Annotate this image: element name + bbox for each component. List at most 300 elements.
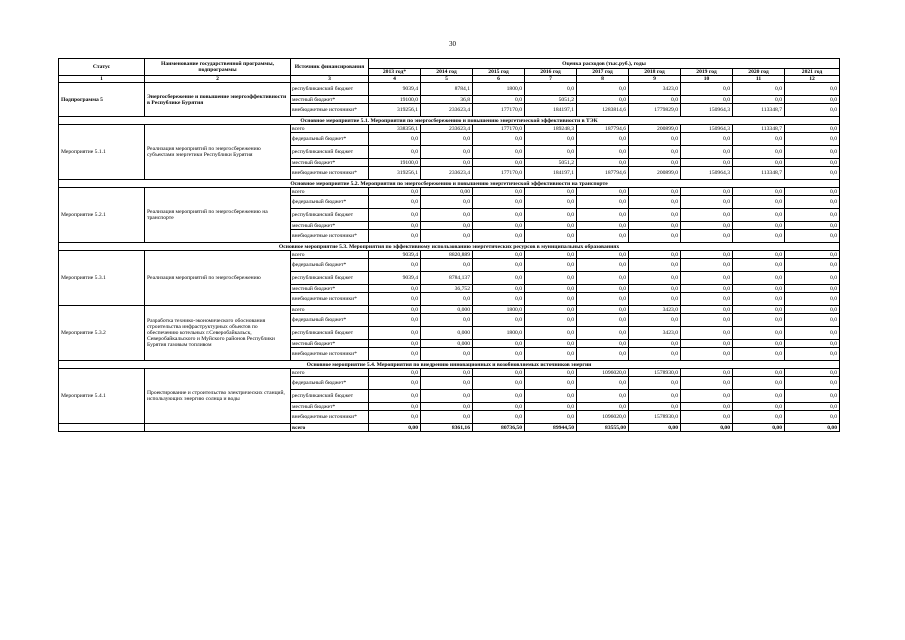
value-cell: 0,0 <box>525 188 577 196</box>
source-cell: федеральный бюджет* <box>291 259 369 272</box>
source-cell: республиканский бюджет <box>291 327 369 340</box>
year-header: 2021 год <box>785 69 840 76</box>
header-estimate: Оценка расходов (тыс.руб.), годы <box>369 59 840 69</box>
value-cell: 8820,889 <box>421 251 473 259</box>
value-cell: 0,0 <box>473 411 525 424</box>
column-number: 4 <box>369 76 421 83</box>
year-header: 2014 год <box>421 69 473 76</box>
value-cell: 0,000 <box>421 306 473 314</box>
value-cell: 0,0 <box>733 251 785 259</box>
source-cell: всего <box>291 188 369 196</box>
value-cell: 0,0 <box>369 377 421 390</box>
value-cell: 0,0 <box>681 306 733 314</box>
value-cell: 0,0 <box>525 83 577 96</box>
source-cell: федеральный бюджет* <box>291 133 369 146</box>
section-title: Основное мероприятие 5.3. Мероприятия по эффективному использованию энергетических ресурсов в муниципальных образованиях <box>59 243 840 251</box>
value-cell: 0,0 <box>369 259 421 272</box>
value-cell: 19100,0 <box>369 159 421 167</box>
table-row <box>59 188 840 196</box>
value-cell: 0,0 <box>473 251 525 259</box>
value-cell: 0,0 <box>369 285 421 293</box>
value-cell: 0,0 <box>629 209 681 222</box>
value-cell: 150964,3 <box>681 104 733 117</box>
value-cell: 0,0 <box>733 209 785 222</box>
year-header: 2016 год <box>525 69 577 76</box>
value-cell: 0,0 <box>629 403 681 411</box>
value-cell: 0,0 <box>473 390 525 403</box>
value-cell: 0,0 <box>733 96 785 104</box>
value-cell: 0,0 <box>473 272 525 285</box>
value-cell: 0,0 <box>785 340 840 348</box>
value-cell: 0,0 <box>577 340 629 348</box>
total-value: 0,00 <box>369 424 421 432</box>
value-cell: 0,0 <box>629 222 681 230</box>
value-cell: 0,0 <box>785 251 840 259</box>
source-cell: внебюджетные источники* <box>291 167 369 180</box>
value-cell: 0,0 <box>785 209 840 222</box>
value-cell: 0,0 <box>421 390 473 403</box>
value-cell: 0,0 <box>681 259 733 272</box>
value-cell: 0,0 <box>369 209 421 222</box>
value-cell: 0,0 <box>577 188 629 196</box>
value-cell: 0,0 <box>369 348 421 361</box>
table-row <box>59 369 840 377</box>
value-cell: 233623,4 <box>421 167 473 180</box>
value-cell: 0,0 <box>473 314 525 327</box>
value-cell: 0,0 <box>421 411 473 424</box>
value-cell: 19100,0 <box>369 96 421 104</box>
value-cell: 0,0 <box>369 369 421 377</box>
value-cell: 0,0 <box>421 377 473 390</box>
value-cell: 177170,0 <box>473 104 525 117</box>
value-cell: 0,0 <box>733 314 785 327</box>
value-cell: 0,0 <box>369 133 421 146</box>
total-value: 0,00 <box>733 424 785 432</box>
total-value: 83555,00 <box>577 424 629 432</box>
value-cell: 233623,4 <box>421 104 473 117</box>
value-cell: 0,0 <box>681 293 733 306</box>
value-cell: 0,0 <box>681 96 733 104</box>
source-cell: федеральный бюджет* <box>291 377 369 390</box>
section-row <box>59 180 840 188</box>
value-cell: 0,0 <box>525 293 577 306</box>
value-cell: 1096020,0 <box>577 411 629 424</box>
value-cell: 200899,0 <box>629 167 681 180</box>
value-cell: 0,0 <box>473 340 525 348</box>
value-cell: 0,0 <box>577 327 629 340</box>
value-cell: 3423,0 <box>629 83 681 96</box>
value-cell: 319256,1 <box>369 167 421 180</box>
value-cell: 338356,1 <box>369 125 421 133</box>
value-cell: 0,0 <box>785 327 840 340</box>
value-cell: 0,0 <box>525 340 577 348</box>
value-cell: 0,0 <box>577 377 629 390</box>
value-cell: 187794,6 <box>577 125 629 133</box>
value-cell: 150964,3 <box>681 167 733 180</box>
value-cell: 1578930,0 <box>629 369 681 377</box>
value-cell: 0,0 <box>369 314 421 327</box>
year-header: 2013 год* <box>369 69 421 76</box>
value-cell: 0,0 <box>577 133 629 146</box>
value-cell: 0,0 <box>473 196 525 209</box>
value-cell: 0,0 <box>785 83 840 96</box>
value-cell: 3423,0 <box>629 327 681 340</box>
value-cell: 0,0 <box>369 196 421 209</box>
empty-cell <box>59 424 145 432</box>
column-number: 11 <box>733 76 785 83</box>
value-cell: 0,0 <box>681 209 733 222</box>
value-cell: 187794,6 <box>577 167 629 180</box>
value-cell: 150964,3 <box>681 125 733 133</box>
value-cell: 9039,4 <box>369 251 421 259</box>
value-cell: 0,0 <box>681 377 733 390</box>
value-cell: 0,0 <box>733 272 785 285</box>
value-cell: 0,0 <box>681 314 733 327</box>
source-cell: всего <box>291 306 369 314</box>
value-cell: 0,0 <box>421 403 473 411</box>
value-cell: 0,0 <box>577 293 629 306</box>
value-cell: 0,0 <box>369 306 421 314</box>
value-cell: 0,0 <box>733 411 785 424</box>
value-cell: 0,0 <box>525 146 577 159</box>
value-cell: 177170,0 <box>473 167 525 180</box>
source-cell: местный бюджет* <box>291 285 369 293</box>
value-cell: 0,0 <box>785 133 840 146</box>
value-cell: 0,0 <box>681 327 733 340</box>
value-cell: 0,0 <box>629 377 681 390</box>
value-cell: 0,0 <box>369 390 421 403</box>
value-cell: 0,0 <box>473 146 525 159</box>
source-cell: внебюджетные источники* <box>291 411 369 424</box>
source-cell: внебюджетные источники* <box>291 230 369 243</box>
value-cell: 0,0 <box>681 196 733 209</box>
value-cell: 0,0 <box>525 251 577 259</box>
value-cell: 0,0 <box>733 285 785 293</box>
source-cell: внебюджетные источники* <box>291 104 369 117</box>
value-cell: 0,0 <box>681 348 733 361</box>
section-row <box>59 243 840 251</box>
value-cell: 0,0 <box>629 293 681 306</box>
value-cell: 0,0 <box>785 188 840 196</box>
year-header: 2019 год <box>681 69 733 76</box>
table-row <box>59 83 840 96</box>
value-cell: 0,0 <box>525 306 577 314</box>
value-cell: 0,0 <box>525 377 577 390</box>
value-cell: 319256,1 <box>369 104 421 117</box>
value-cell: 0,0 <box>629 146 681 159</box>
value-cell: 0,0 <box>785 159 840 167</box>
value-cell: 0,0 <box>525 209 577 222</box>
value-cell: 0,0 <box>681 369 733 377</box>
value-cell: 0,0 <box>577 390 629 403</box>
value-cell: 0,0 <box>577 209 629 222</box>
value-cell: 8784,137 <box>421 272 473 285</box>
value-cell: 0,0 <box>421 209 473 222</box>
value-cell: 0,000 <box>421 327 473 340</box>
total-value: 89944,50 <box>525 424 577 432</box>
value-cell: 0,0 <box>421 133 473 146</box>
value-cell: 1779829,0 <box>629 104 681 117</box>
value-cell: 0,0 <box>733 222 785 230</box>
source-cell: местный бюджет* <box>291 222 369 230</box>
value-cell: 0,0 <box>473 188 525 196</box>
value-cell: 0,0 <box>681 188 733 196</box>
value-cell: 233623,4 <box>421 125 473 133</box>
value-cell: 0,0 <box>525 348 577 361</box>
column-number: 5 <box>421 76 473 83</box>
value-cell: 0,0 <box>629 390 681 403</box>
value-cell: 0,0 <box>525 327 577 340</box>
value-cell: 0,0 <box>525 196 577 209</box>
value-cell: 9039,4 <box>369 83 421 96</box>
value-cell: 0,0 <box>525 314 577 327</box>
status-cell: Мероприятие 5.1.1 <box>59 125 145 180</box>
value-cell: 0,0 <box>629 251 681 259</box>
source-cell: федеральный бюджет* <box>291 314 369 327</box>
total-value: 0,00 <box>681 424 733 432</box>
source-cell: всего <box>291 125 369 133</box>
value-cell: 0,0 <box>473 285 525 293</box>
value-cell: 0,0 <box>681 272 733 285</box>
value-cell: 0,0 <box>473 222 525 230</box>
table-row <box>59 125 840 133</box>
value-cell: 0,0 <box>473 159 525 167</box>
source-cell: республиканский бюджет <box>291 83 369 96</box>
empty-cell <box>145 424 291 432</box>
value-cell: 0,0 <box>733 196 785 209</box>
value-cell: 184197,1 <box>525 167 577 180</box>
column-number: 9 <box>629 76 681 83</box>
value-cell: 0,0 <box>473 369 525 377</box>
value-cell: 0,0 <box>629 272 681 285</box>
value-cell: 0,0 <box>577 259 629 272</box>
source-cell: республиканский бюджет <box>291 209 369 222</box>
value-cell: 0,0 <box>369 293 421 306</box>
value-cell: 0,0 <box>421 348 473 361</box>
value-cell: 0,0 <box>369 222 421 230</box>
table-row <box>59 306 840 314</box>
header-program: Наименование государственной программы, подпрограммы <box>145 59 291 76</box>
value-cell: 0,0 <box>733 369 785 377</box>
status-cell: Мероприятие 5.4.1 <box>59 369 145 424</box>
value-cell: 0,0 <box>369 230 421 243</box>
value-cell: 0,0 <box>733 230 785 243</box>
value-cell: 0,0 <box>473 133 525 146</box>
value-cell: 5051,2 <box>525 159 577 167</box>
value-cell: 0,0 <box>733 340 785 348</box>
column-number: 7 <box>525 76 577 83</box>
value-cell: 0,0 <box>369 327 421 340</box>
value-cell: 1800,0 <box>473 327 525 340</box>
value-cell: 0,0 <box>681 146 733 159</box>
value-cell: 0,0 <box>733 327 785 340</box>
value-cell: 189248,3 <box>525 125 577 133</box>
column-number: 2 <box>145 76 291 83</box>
value-cell: 0,0 <box>421 146 473 159</box>
value-cell: 0,0 <box>577 285 629 293</box>
value-cell: 0,0 <box>369 403 421 411</box>
value-cell: 0,0 <box>525 390 577 403</box>
expenses-table <box>58 58 840 432</box>
total-value: 80736,50 <box>473 424 525 432</box>
total-row <box>59 424 840 432</box>
name-cell: Реализация мероприятий по энергосбережению субъектами энергетики Республики Бурятия <box>145 125 291 180</box>
source-cell: республиканский бюджет <box>291 390 369 403</box>
value-cell: 0,0 <box>629 340 681 348</box>
value-cell: 0,0 <box>629 133 681 146</box>
source-cell: внебюджетные источники* <box>291 293 369 306</box>
value-cell: 0,0 <box>681 133 733 146</box>
value-cell: 0,0 <box>525 222 577 230</box>
value-cell: 8784,1 <box>421 83 473 96</box>
value-cell: 0,0 <box>629 96 681 104</box>
value-cell: 0,0 <box>629 348 681 361</box>
value-cell: 0,0 <box>421 369 473 377</box>
value-cell: 0,0 <box>421 293 473 306</box>
value-cell: 0,0 <box>421 259 473 272</box>
value-cell: 0,0 <box>577 348 629 361</box>
value-cell: 5051,2 <box>525 96 577 104</box>
value-cell: 0,0 <box>733 159 785 167</box>
section-title: Основное мероприятие 5.4. Мероприятия по внедрению инновационных и возобновляемых источников энергии <box>59 361 840 369</box>
value-cell: 0,0 <box>525 285 577 293</box>
value-cell: 0,0 <box>785 369 840 377</box>
value-cell: 0,000 <box>421 340 473 348</box>
header-source: Источник финансирования <box>291 59 369 76</box>
value-cell: 0,0 <box>733 348 785 361</box>
value-cell: 0,0 <box>733 306 785 314</box>
source-cell: республиканский бюджет <box>291 272 369 285</box>
status-cell: Мероприятие 5.3.1 <box>59 251 145 306</box>
total-value: 0,00 <box>785 424 840 432</box>
value-cell: 113348,7 <box>733 167 785 180</box>
year-header: 2020 год <box>733 69 785 76</box>
name-cell: Проектирование и строительство электрических станций, использующих энергию солнца и воды <box>145 369 291 424</box>
header-status: Статус <box>59 59 145 76</box>
value-cell: 200899,0 <box>629 125 681 133</box>
value-cell: 1283814,6 <box>577 104 629 117</box>
value-cell: 0,0 <box>785 146 840 159</box>
value-cell: 0,0 <box>525 133 577 146</box>
column-number: 3 <box>291 76 369 83</box>
value-cell: 113348,7 <box>733 125 785 133</box>
column-number: 10 <box>681 76 733 83</box>
value-cell: 0,0 <box>629 285 681 293</box>
value-cell: 0,0 <box>785 314 840 327</box>
value-cell: 0,0 <box>681 159 733 167</box>
value-cell: 0,0 <box>785 259 840 272</box>
value-cell: 0,0 <box>785 411 840 424</box>
value-cell: 0,0 <box>681 285 733 293</box>
value-cell: 0,0 <box>681 230 733 243</box>
value-cell: 0,0 <box>785 230 840 243</box>
value-cell: 0,0 <box>681 390 733 403</box>
value-cell: 36,752 <box>421 285 473 293</box>
value-cell: 0,0 <box>785 403 840 411</box>
value-cell: 0,0 <box>577 222 629 230</box>
value-cell: 0,00 <box>421 188 473 196</box>
value-cell: 0,0 <box>681 340 733 348</box>
source-cell: местный бюджет* <box>291 340 369 348</box>
value-cell: 0,0 <box>369 146 421 159</box>
value-cell: 0,0 <box>421 314 473 327</box>
value-cell: 113348,7 <box>733 104 785 117</box>
value-cell: 0,0 <box>681 411 733 424</box>
column-number: 6 <box>473 76 525 83</box>
value-cell: 0,0 <box>577 159 629 167</box>
value-cell: 0,0 <box>733 83 785 96</box>
value-cell: 0,0 <box>785 285 840 293</box>
source-cell: всего <box>291 251 369 259</box>
value-cell: 0,0 <box>681 83 733 96</box>
value-cell: 0,0 <box>785 306 840 314</box>
value-cell: 0,0 <box>681 222 733 230</box>
value-cell: 0,0 <box>421 196 473 209</box>
source-cell: федеральный бюджет* <box>291 196 369 209</box>
source-cell: всего <box>291 369 369 377</box>
year-header: 2017 год <box>577 69 629 76</box>
value-cell: 0,0 <box>577 96 629 104</box>
value-cell: 0,0 <box>577 230 629 243</box>
value-cell: 0,0 <box>785 96 840 104</box>
value-cell: 0,0 <box>369 411 421 424</box>
value-cell: 0,0 <box>785 272 840 285</box>
status-cell: Подпрограмма 5 <box>59 83 145 117</box>
section-row <box>59 117 840 125</box>
section-title: Основное мероприятие 5.2. Мероприятия по энергосбережению и повышению энергетической эффективности на транспорте <box>59 180 840 188</box>
value-cell: 0,0 <box>629 259 681 272</box>
value-cell: 0,0 <box>733 259 785 272</box>
table-row <box>59 251 840 259</box>
value-cell: 0,0 <box>577 251 629 259</box>
value-cell: 0,0 <box>785 348 840 361</box>
value-cell: 0,0 <box>733 188 785 196</box>
value-cell: 0,0 <box>421 159 473 167</box>
value-cell: 0,0 <box>785 222 840 230</box>
value-cell: 0,0 <box>473 209 525 222</box>
value-cell: 0,0 <box>421 222 473 230</box>
page-number: 30 <box>449 40 456 48</box>
value-cell: 0,0 <box>577 272 629 285</box>
value-cell: 0,0 <box>525 272 577 285</box>
value-cell: 3423,0 <box>629 306 681 314</box>
column-number: 1 <box>59 76 145 83</box>
section-row <box>59 361 840 369</box>
value-cell: 0,0 <box>629 230 681 243</box>
value-cell: 0,0 <box>473 96 525 104</box>
value-cell: 1800,0 <box>473 306 525 314</box>
value-cell: 0,0 <box>785 196 840 209</box>
value-cell: 0,0 <box>681 403 733 411</box>
source-cell: внебюджетные источники* <box>291 348 369 361</box>
value-cell: 177170,0 <box>473 125 525 133</box>
value-cell: 0,0 <box>473 403 525 411</box>
value-cell: 0,0 <box>577 146 629 159</box>
value-cell: 0,0 <box>785 125 840 133</box>
name-cell: Реализация мероприятий по энергосбережению <box>145 251 291 306</box>
value-cell: 184197,1 <box>525 104 577 117</box>
value-cell: 0,0 <box>525 411 577 424</box>
source-cell: местный бюджет* <box>291 159 369 167</box>
column-number: 12 <box>785 76 840 83</box>
total-value: 8361,16 <box>421 424 473 432</box>
value-cell: 36,8 <box>421 96 473 104</box>
value-cell: 0,0 <box>785 104 840 117</box>
value-cell: 0,0 <box>681 251 733 259</box>
total-value: 0,00 <box>629 424 681 432</box>
source-cell: республиканский бюджет <box>291 146 369 159</box>
status-cell: Мероприятие 5.3.2 <box>59 306 145 361</box>
